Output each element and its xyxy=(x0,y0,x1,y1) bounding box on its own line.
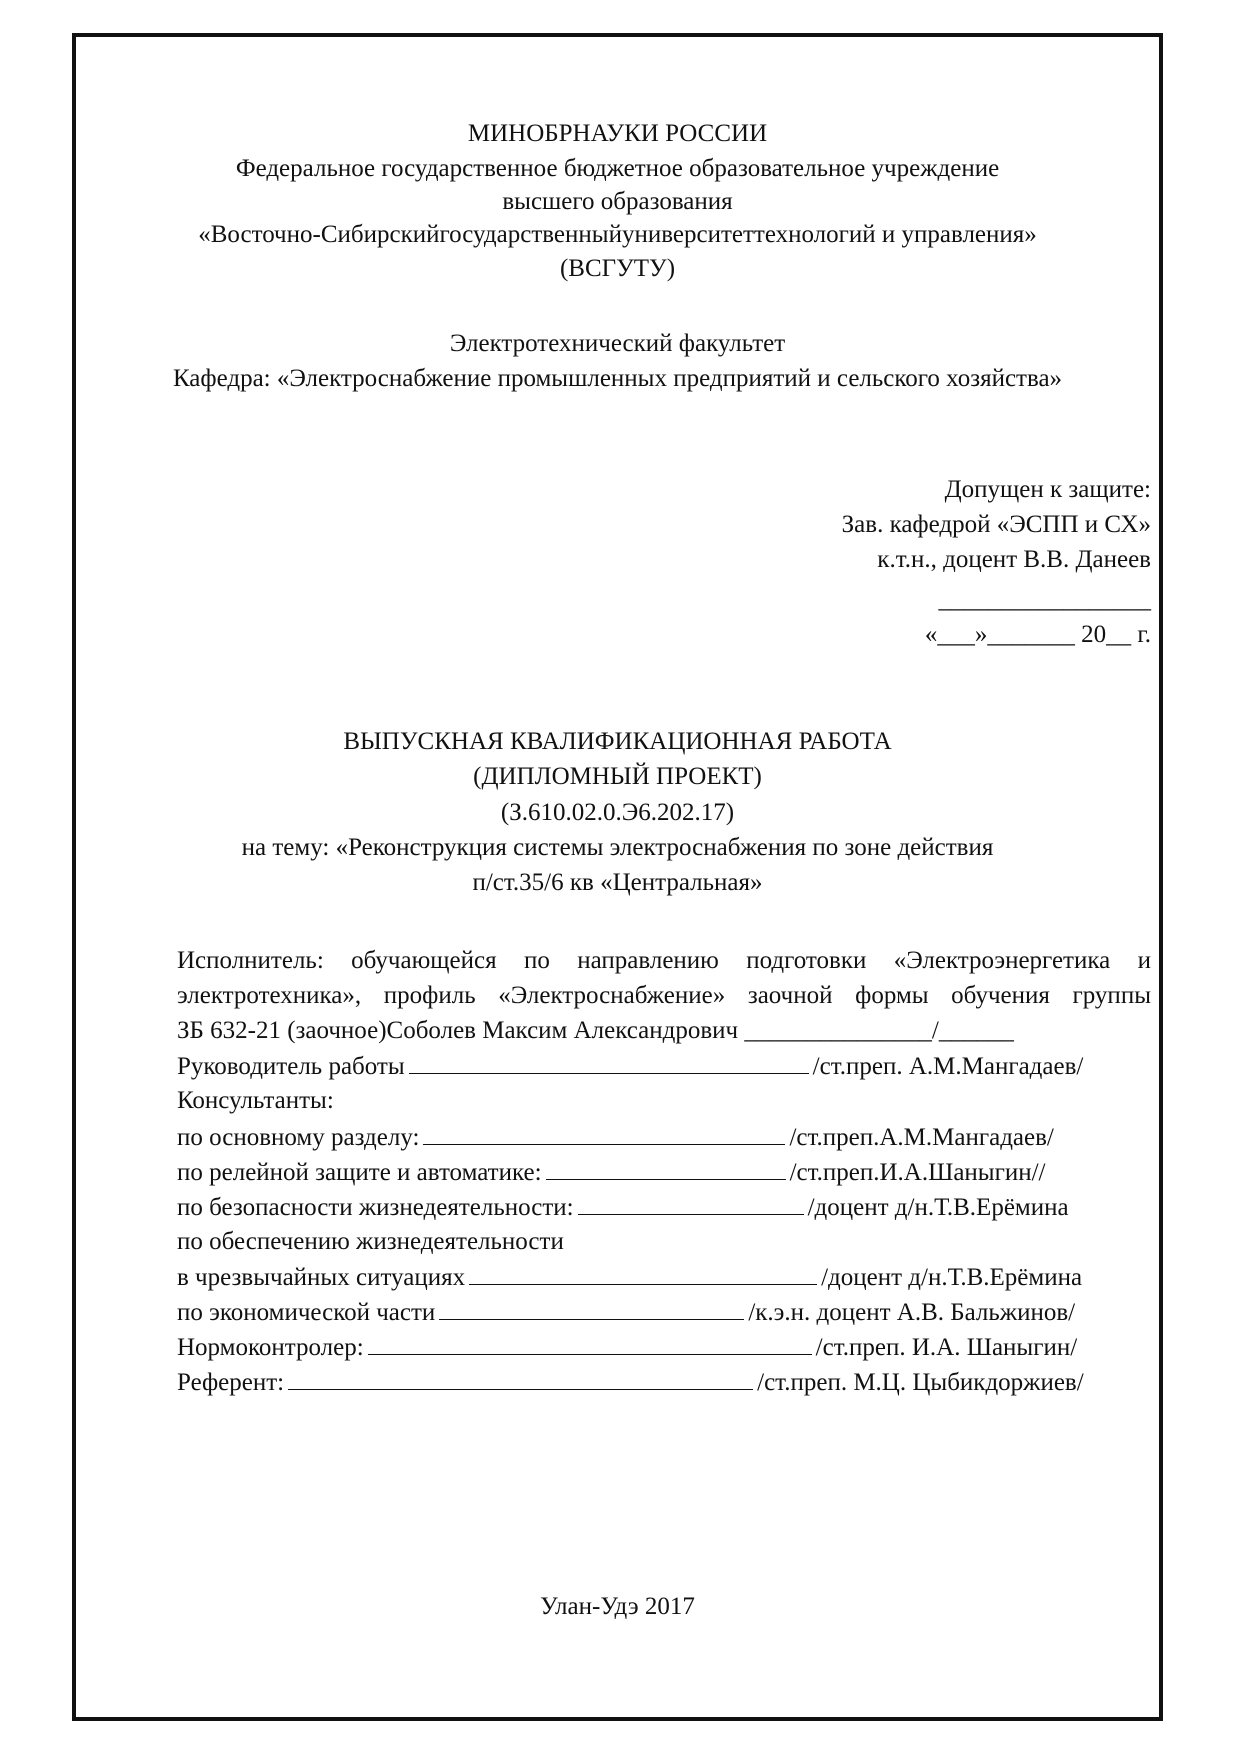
role-relay-protection xyxy=(177,1155,1046,1190)
role-life-safety xyxy=(177,1190,1069,1225)
department-head: Зав. кафедрой «ЭСПП и СХ» xyxy=(841,511,1151,538)
role-person: /ст.преп. М.Ц. Цыбикдоржиев/ xyxy=(757,1369,1084,1396)
role-consultants xyxy=(177,1084,334,1118)
university-abbr: (ВСГУТУ) xyxy=(559,255,676,282)
role-person: /ст.преп. А.М.Мангадаев/ xyxy=(812,1053,1084,1080)
role-person: /ст.преп. И.А. Шаныгин/ xyxy=(815,1334,1078,1361)
signature-blank xyxy=(409,1049,809,1074)
department-name: Кафедра: «Электроснабжение промышленных предприятий и сельского хозяйства» xyxy=(172,365,1063,392)
role-person: /к.э.н. доцент А.В. Бальжинов/ xyxy=(748,1299,1076,1326)
executor-line-3: ЗБ 632-21 (заочное)Соболев Максим Александрович _______________/______ xyxy=(177,1017,1014,1044)
signature-line: _________________ xyxy=(938,586,1151,613)
role-supervisor xyxy=(177,1049,1083,1084)
role-label: Консультанты: xyxy=(177,1087,334,1114)
executor-line-1: Исполнитель: обучающейся по направлению подготовки «Электроэнергетика и xyxy=(177,947,1151,974)
topic-line-2: п/ст.35/6 кв «Центральная» xyxy=(472,869,763,896)
institution-line-2: высшего образования xyxy=(502,188,733,215)
role-emergency-line-1 xyxy=(177,1225,564,1259)
work-subtitle: (ДИПЛОМНЫЙ ПРОЕКТ) xyxy=(473,763,762,790)
role-economics xyxy=(177,1295,1075,1330)
signature-blank xyxy=(578,1190,804,1215)
role-label: по релейной защите и автоматике: xyxy=(177,1159,542,1186)
role-person: /ст.преп.А.М.Мангадаев/ xyxy=(789,1124,1054,1151)
role-person: /ст.преп.И.А.Шаныгин// xyxy=(789,1159,1046,1186)
head-name: к.т.н., доцент В.В. Данеев xyxy=(877,546,1151,573)
role-label: по безопасности жизнедеятельности: xyxy=(177,1194,574,1221)
role-label: Референт: xyxy=(177,1369,285,1396)
role-label: по обеспечению жизнедеятельности xyxy=(177,1228,564,1255)
work-title: ВЫПУСКНАЯ КВАЛИФИКАЦИОННАЯ РАБОТА xyxy=(343,728,892,755)
role-label: Нормоконтролер: xyxy=(177,1334,364,1361)
approval-date: «___»_______ 20__ г. xyxy=(924,621,1151,648)
signature-blank xyxy=(288,1365,753,1390)
role-label: Руководитель работы xyxy=(177,1053,405,1080)
work-code: (З.610.02.0.Э6.202.17) xyxy=(500,799,735,826)
signature-blank xyxy=(368,1330,812,1355)
ministry-title: МИНОБРНАУКИ РОССИИ xyxy=(467,120,768,147)
institution-line-1: Федеральное государственное бюджетное образовательное учреждение xyxy=(235,155,1000,182)
role-norm-control xyxy=(177,1330,1077,1365)
city-year: Улан-Удэ 2017 xyxy=(540,1593,695,1620)
role-label: по экономической части xyxy=(177,1299,436,1326)
role-person: /доцент д/н.Т.В.Ерёмина xyxy=(807,1194,1069,1221)
signature-blank xyxy=(423,1120,785,1145)
role-emergency xyxy=(177,1260,1082,1295)
executor-line-2: электротехника», профиль «Электроснабжение» заочной формы обучения группы xyxy=(177,982,1151,1009)
faculty-name: Электротехнический факультет xyxy=(449,330,786,357)
role-referent xyxy=(177,1365,1084,1400)
signature-blank xyxy=(546,1155,786,1180)
admitted-label: Допущен к защите: xyxy=(944,476,1151,503)
role-label: по основному разделу: xyxy=(177,1124,420,1151)
role-main-section xyxy=(177,1120,1054,1155)
signature-blank xyxy=(439,1295,744,1320)
signature-blank xyxy=(469,1260,817,1285)
role-label: в чрезвычайных ситуациях xyxy=(177,1264,466,1291)
topic-line-1: на тему: «Реконструкция системы электроснабжения по зоне действия xyxy=(241,834,994,861)
university-name: «Восточно-Сибирскийгосударственныйуниверситеттехнологий и управления» xyxy=(198,221,1037,248)
role-person: /доцент д/н.Т.В.Ерёмина xyxy=(821,1264,1083,1291)
